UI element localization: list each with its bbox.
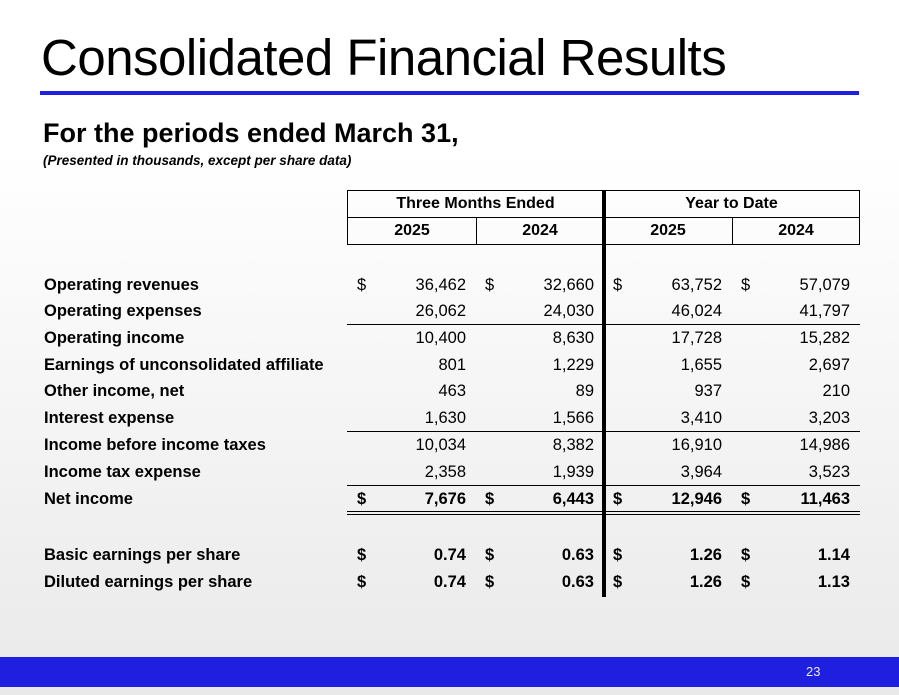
cell-diluted-eps-0: 0.74 (433, 573, 466, 591)
row-label-earnings-unconsolidated-affiliate: Earnings of unconsolidated affiliate (44, 356, 324, 374)
cell-income-tax-expense-3: 3,523 (808, 463, 850, 481)
currency-symbol: $ (741, 573, 751, 591)
cell-operating-revenues-0: 36,462 (415, 276, 466, 294)
row-label-income-before-taxes: Income before income taxes (44, 436, 266, 454)
currency-symbol: $ (613, 276, 623, 294)
cell-earnings-unconsolidated-affiliate-1: 1,229 (552, 356, 594, 374)
cell-operating-expenses-0: 26,062 (415, 302, 466, 320)
cell-net-income-3: 11,463 (800, 490, 850, 508)
page-title: Consolidated Financial Results (41, 29, 727, 86)
cell-diluted-eps-3: 1.13 (817, 573, 850, 591)
currency-symbol: $ (741, 546, 751, 564)
cell-income-tax-expense-0: 2,358 (424, 463, 466, 481)
footer-bar (0, 657, 899, 687)
cell-basic-eps-1: 0.63 (561, 546, 594, 564)
cell-diluted-eps-1: 0.63 (561, 573, 594, 591)
cell-operating-revenues-2: 63,752 (671, 276, 722, 294)
row-label-operating-income: Operating income (44, 329, 185, 347)
currency-symbol: $ (357, 573, 367, 591)
cell-operating-expenses-3: 41,797 (799, 302, 850, 320)
cell-income-before-taxes-2: 16,910 (671, 436, 722, 454)
currency-symbol: $ (485, 276, 495, 294)
currency-symbol: $ (357, 276, 367, 294)
currency-symbol: $ (357, 490, 367, 508)
cell-basic-eps-2: 1.26 (689, 546, 722, 564)
cell-net-income-2: 12,946 (671, 490, 722, 508)
cell-operating-income-1: 8,630 (552, 329, 594, 347)
row-label-operating-expenses: Operating expenses (44, 302, 202, 320)
currency-symbol: $ (741, 490, 751, 508)
total-double-rule (347, 514, 860, 515)
cell-operating-expenses-2: 46,024 (671, 302, 722, 320)
cell-earnings-unconsolidated-affiliate-3: 2,697 (808, 356, 850, 374)
cell-operating-income-0: 10,400 (415, 329, 466, 347)
header-year-q-2024: 2024 (476, 217, 604, 245)
cell-income-tax-expense-1: 1,939 (552, 463, 594, 481)
cell-diluted-eps-2: 1.26 (689, 573, 722, 591)
cell-income-before-taxes-1: 8,382 (552, 436, 594, 454)
cell-operating-income-3: 15,282 (799, 329, 850, 347)
presentation-note: (Presented in thousands, except per share data) (43, 153, 352, 168)
subtotal-rule (347, 431, 860, 432)
cell-interest-expense-0: 1,630 (424, 409, 466, 427)
cell-basic-eps-0: 0.74 (433, 546, 466, 564)
header-three-months: Three Months Ended (347, 190, 604, 218)
row-label-interest-expense: Interest expense (44, 409, 175, 427)
cell-earnings-unconsolidated-affiliate-0: 801 (438, 356, 466, 374)
cell-other-income-net-0: 463 (438, 382, 466, 400)
currency-symbol: $ (485, 490, 495, 508)
row-label-net-income: Net income (44, 490, 133, 508)
column-divider-eps (602, 517, 606, 597)
cell-interest-expense-2: 3,410 (680, 409, 722, 427)
cell-interest-expense-3: 3,203 (808, 409, 850, 427)
page-number: 23 (806, 664, 821, 679)
cell-income-before-taxes-0: 10,034 (415, 436, 466, 454)
cell-operating-revenues-3: 57,079 (799, 276, 850, 294)
row-label-other-income-net: Other income, net (44, 382, 185, 400)
currency-symbol: $ (613, 490, 623, 508)
row-label-basic-eps: Basic earnings per share (44, 546, 241, 564)
currency-symbol: $ (357, 546, 367, 564)
cell-operating-expenses-1: 24,030 (543, 302, 594, 320)
cell-operating-income-2: 17,728 (671, 329, 722, 347)
cell-other-income-net-3: 210 (822, 382, 850, 400)
title-underline (40, 91, 859, 95)
header-year-ytd-2025: 2025 (603, 217, 733, 245)
cell-income-tax-expense-2: 3,964 (680, 463, 722, 481)
row-label-diluted-eps: Diluted earnings per share (44, 573, 253, 591)
currency-symbol: $ (613, 546, 623, 564)
cell-operating-revenues-1: 32,660 (543, 276, 594, 294)
cell-net-income-1: 6,443 (552, 490, 594, 508)
cell-earnings-unconsolidated-affiliate-2: 1,655 (680, 356, 722, 374)
currency-symbol: $ (741, 276, 751, 294)
subtotal-rule (347, 324, 860, 325)
currency-symbol: $ (485, 546, 495, 564)
total-double-rule (347, 511, 860, 512)
header-year-ytd-2024: 2024 (732, 217, 860, 245)
cell-income-before-taxes-3: 14,986 (799, 436, 850, 454)
row-label-income-tax-expense: Income tax expense (44, 463, 201, 481)
cell-interest-expense-1: 1,566 (552, 409, 594, 427)
periods-subtitle: For the periods ended March 31, (43, 118, 459, 148)
cell-net-income-0: 7,676 (424, 490, 466, 508)
currency-symbol: $ (485, 573, 495, 591)
currency-symbol: $ (613, 573, 623, 591)
subtotal-rule (347, 485, 860, 486)
cell-other-income-net-2: 937 (694, 382, 722, 400)
row-label-operating-revenues: Operating revenues (44, 276, 199, 294)
cell-other-income-net-1: 89 (575, 382, 594, 400)
header-year-to-date: Year to Date (603, 190, 860, 218)
cell-basic-eps-3: 1.14 (817, 546, 850, 564)
header-year-q-2025: 2025 (347, 217, 477, 245)
column-divider (602, 190, 606, 525)
